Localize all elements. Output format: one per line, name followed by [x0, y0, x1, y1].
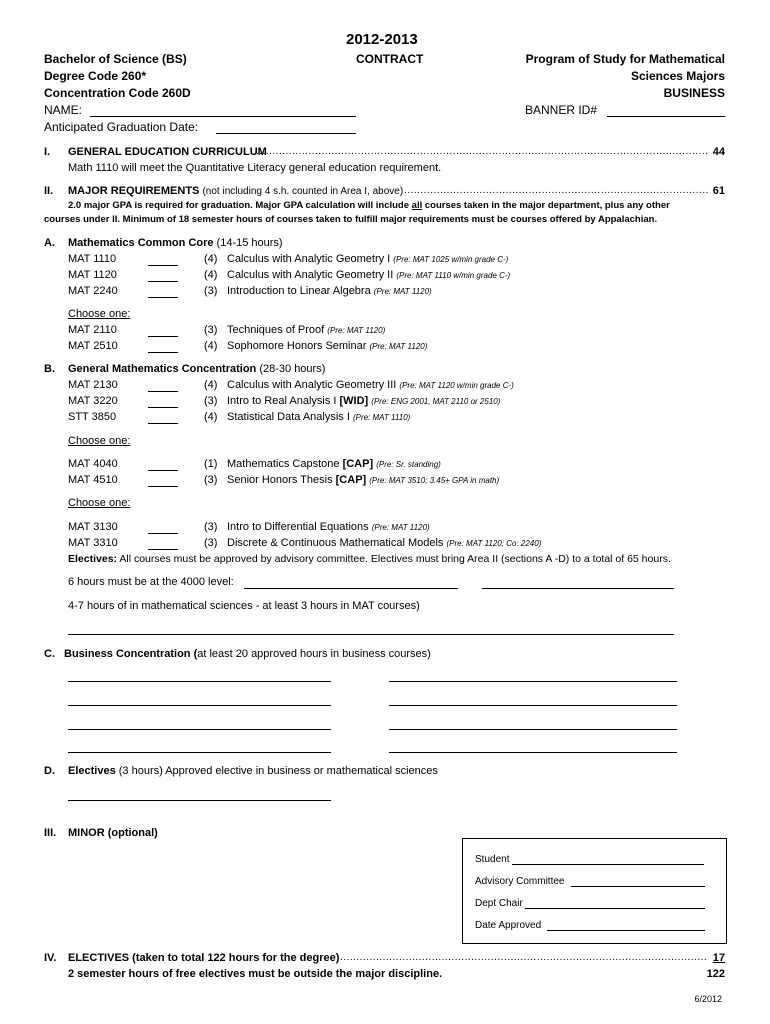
- section-1-number: I.: [44, 146, 51, 158]
- course-code: MAT 1110: [68, 253, 117, 265]
- section-3-number: III.: [44, 827, 57, 839]
- course-hours: (3): [204, 395, 218, 407]
- course-prereq: (Pre: MAT 1110): [352, 413, 411, 422]
- student-signature-label: Student: [475, 854, 510, 865]
- course-hours: (3): [204, 521, 218, 533]
- grade-blank[interactable]: [148, 423, 178, 424]
- math-sciences-field[interactable]: [68, 634, 674, 635]
- section-b-letter: B.: [44, 363, 55, 375]
- dept-chair-label: Dept Chair: [475, 898, 523, 909]
- gpa-note-line1: [68, 200, 670, 211]
- section-4-note: 2 semester hours of free electives must be outside the major discipline.: [68, 968, 443, 980]
- section-2-heading: [68, 185, 403, 197]
- section-b-title: General Mathematics Concentration: [68, 363, 257, 375]
- business-course-field[interactable]: [389, 705, 677, 706]
- course-prereq: (Pre: MAT 1120): [373, 287, 432, 296]
- course-name: Mathematics Capstone: [227, 458, 340, 470]
- course-hours: (4): [204, 340, 218, 352]
- grade-blank[interactable]: [148, 352, 178, 353]
- electives-text: All courses must be approved by advisory committee. Electives must bring Area II (sections A -D) to a total of 65 hours.: [117, 553, 671, 565]
- graduation-date-field[interactable]: [216, 133, 356, 134]
- math-sciences-label: 4-7 hours of in mathematical sciences - at least 3 hours in MAT courses): [68, 600, 420, 612]
- business-course-field[interactable]: [68, 729, 331, 730]
- name-field[interactable]: [90, 116, 356, 117]
- course-name: Discrete & Continuous Mathematical Models: [227, 537, 444, 549]
- course-tag: [CAP]: [342, 458, 374, 470]
- course-hours: (3): [204, 285, 218, 297]
- section-d-title: Electives: [68, 765, 116, 777]
- grade-blank[interactable]: [148, 265, 178, 266]
- section-c-title: Business Concentration (: [64, 648, 198, 660]
- course-title: [227, 285, 432, 297]
- course-title: [227, 458, 441, 470]
- course-code: MAT 4040: [68, 458, 118, 470]
- choose-one-label: Choose one:: [68, 308, 131, 320]
- course-name: Intro to Differential Equations: [227, 521, 369, 533]
- course-code: MAT 3220: [68, 395, 118, 407]
- course-name: Techniques of Proof: [227, 324, 325, 336]
- grade-blank[interactable]: [148, 486, 178, 487]
- grade-blank[interactable]: [148, 281, 178, 282]
- date-approved-label: Date Approved: [475, 920, 542, 931]
- section-2-number: II.: [44, 185, 54, 197]
- section-c-rest: at least 20 approved hours in business courses): [197, 648, 431, 660]
- grade-blank[interactable]: [148, 336, 178, 337]
- section-a-letter: A.: [44, 237, 55, 249]
- course-prereq: (Pre: MAT 1120): [369, 342, 428, 351]
- section-4-hours: 17: [712, 952, 725, 964]
- graduation-date-label: Anticipated Graduation Date:: [44, 120, 199, 134]
- section-d-letter: D.: [44, 765, 55, 777]
- section-c-heading: [64, 648, 431, 660]
- course-title: [227, 411, 410, 423]
- course-code: MAT 2240: [68, 285, 118, 297]
- section-a-title: Mathematics Common Core: [68, 237, 214, 249]
- course-name: Intro to Real Analysis I: [227, 395, 337, 407]
- section-1-title: GENERAL EDUCATION CURRICULUM: [68, 146, 267, 158]
- gpa-note-b: courses taken in the major department, plus any other: [422, 200, 670, 211]
- gpa-note-all: all: [411, 200, 423, 211]
- section-1-note: Math 1110 will meet the Quantitative Literacy general education requirement.: [68, 162, 442, 174]
- course-prereq: (Pre: MAT 1120; Co: 2240): [446, 539, 542, 548]
- advisory-committee-label: Advisory Committee: [475, 876, 565, 887]
- course-code: STT 3850: [68, 411, 117, 423]
- grade-blank[interactable]: [148, 470, 178, 471]
- business-course-field[interactable]: [389, 681, 677, 682]
- program-title-line2: Sciences Majors: [630, 69, 725, 83]
- dept-chair-field[interactable]: [525, 908, 705, 909]
- course-hours: (3): [204, 474, 218, 486]
- course-prereq: (Pre: MAT 1120): [371, 523, 430, 532]
- banner-id-label: BANNER ID#: [525, 103, 598, 117]
- course-title: [227, 340, 427, 352]
- section-b-hours: (28-30 hours): [256, 363, 326, 375]
- section-3-title: MINOR (optional): [68, 827, 158, 839]
- course-tag: [WID]: [339, 395, 369, 407]
- level-4000-label: 6 hours must be at the 4000 level:: [68, 576, 234, 588]
- course-prereq: (Pre: MAT 1120 w/min grade C-): [399, 381, 514, 390]
- course-prereq: (Pre: ENG 2001, MAT 2110 or 2510): [371, 397, 501, 406]
- course-code: MAT 3130: [68, 521, 118, 533]
- course-code: MAT 1120: [68, 269, 117, 281]
- course-title: [227, 521, 430, 533]
- level-4000-field-2[interactable]: [482, 588, 674, 589]
- revision-date: 6/2012: [694, 994, 722, 1004]
- grade-blank[interactable]: [148, 391, 178, 392]
- program-title-line3: BUSINESS: [663, 86, 725, 100]
- gpa-note-line2: courses under II. Minimum of 18 semester hours of courses taken to fulfill major requirements must be courses offered by Appalachian.: [44, 214, 658, 225]
- gpa-note-a: 2.0 major GPA is required for graduation. Major GPA calculation will include: [68, 200, 412, 211]
- program-title-line1: Program of Study for Mathematical: [525, 52, 725, 66]
- course-tag: [CAP]: [335, 474, 367, 486]
- section-d-rest: (3 hours) Approved elective in business or mathematical sciences: [115, 765, 438, 777]
- total-hours: 122: [706, 968, 725, 980]
- course-name: Calculus with Analytic Geometry I: [227, 253, 391, 265]
- course-hours: (4): [204, 253, 218, 265]
- business-course-field[interactable]: [68, 705, 331, 706]
- course-name: Calculus with Analytic Geometry III: [227, 379, 397, 391]
- degree-code: Degree Code 260*: [44, 69, 147, 83]
- section-d-heading: [68, 765, 438, 777]
- banner-id-field[interactable]: [607, 116, 725, 117]
- section-4-number: IV.: [44, 952, 57, 964]
- section-4-title: ELECTIVES (taken to total 122 hours for the degree): [68, 952, 340, 964]
- course-prereq: (Pre: MAT 3510; 3.45+ GPA in math): [369, 476, 500, 485]
- business-course-field[interactable]: [68, 681, 331, 682]
- grade-blank[interactable]: [148, 549, 178, 550]
- elective-field[interactable]: [68, 800, 331, 801]
- section-2-hours: 61: [712, 185, 725, 197]
- course-name: Sophomore Honors Seminar: [227, 340, 367, 352]
- business-course-field[interactable]: [389, 729, 677, 730]
- degree-title: Bachelor of Science (BS): [44, 52, 187, 66]
- choose-one-label: Choose one:: [68, 435, 131, 447]
- section-c-letter: C.: [44, 648, 55, 660]
- concentration-code: Concentration Code 260D: [44, 86, 191, 100]
- section-1-leader: [256, 146, 708, 159]
- course-prereq: (Pre: MAT 1025 w/min grade C-): [393, 255, 509, 264]
- section-4-leader: [340, 952, 708, 965]
- course-hours: (3): [204, 324, 218, 336]
- business-course-field[interactable]: [389, 752, 677, 753]
- section-2-subtitle: (not including 4 s.h. counted in Area I, above): [202, 186, 404, 197]
- name-label: NAME:: [44, 103, 83, 117]
- electives-label: Electives:: [68, 553, 118, 565]
- course-title: [227, 324, 385, 336]
- course-title: [227, 379, 514, 391]
- course-hours: (1): [204, 458, 218, 470]
- choose-one-label: Choose one:: [68, 497, 131, 509]
- course-name: Senior Honors Thesis: [227, 474, 333, 486]
- section-2-title: MAJOR REQUIREMENTS: [68, 185, 200, 197]
- course-prereq: (Pre: MAT 1120): [327, 326, 386, 335]
- course-code: MAT 2130: [68, 379, 118, 391]
- course-title: [227, 269, 510, 281]
- student-signature-field[interactable]: [512, 864, 704, 865]
- grade-blank[interactable]: [148, 533, 178, 534]
- section-2-leader: [404, 185, 708, 198]
- section-1-hours: 44: [712, 146, 725, 158]
- course-hours: (4): [204, 411, 218, 423]
- course-code: MAT 4510: [68, 474, 118, 486]
- advisory-committee-field[interactable]: [571, 886, 705, 887]
- section-a-hours: (14-15 hours): [213, 237, 283, 249]
- course-name: Statistical Data Analysis I: [227, 411, 350, 423]
- course-name: Introduction to Linear Algebra: [227, 285, 371, 297]
- course-title: [227, 395, 500, 407]
- electives-note: [68, 553, 671, 565]
- date-approved-field[interactable]: [547, 930, 705, 931]
- grade-blank[interactable]: [148, 407, 178, 408]
- grade-blank[interactable]: [148, 297, 178, 298]
- business-course-field[interactable]: [68, 752, 331, 753]
- course-title: [227, 537, 541, 549]
- academic-year: 2012-2013: [346, 31, 418, 48]
- section-b-heading: [68, 363, 325, 375]
- course-code: MAT 2110: [68, 324, 117, 336]
- course-code: MAT 3310: [68, 537, 118, 549]
- level-4000-field-1[interactable]: [244, 588, 458, 589]
- contract-label: CONTRACT: [356, 52, 424, 66]
- course-name: Calculus with Analytic Geometry II: [227, 269, 394, 281]
- course-prereq: (Pre: MAT 1110 w/min grade C-): [396, 271, 511, 280]
- course-hours: (3): [204, 537, 218, 549]
- course-title: [227, 253, 508, 265]
- course-code: MAT 2510: [68, 340, 118, 352]
- course-hours: (4): [204, 269, 218, 281]
- course-title: [227, 474, 499, 486]
- course-prereq: (Pre: Sr. standing): [376, 460, 441, 469]
- section-a-heading: [68, 237, 283, 249]
- course-hours: (4): [204, 379, 218, 391]
